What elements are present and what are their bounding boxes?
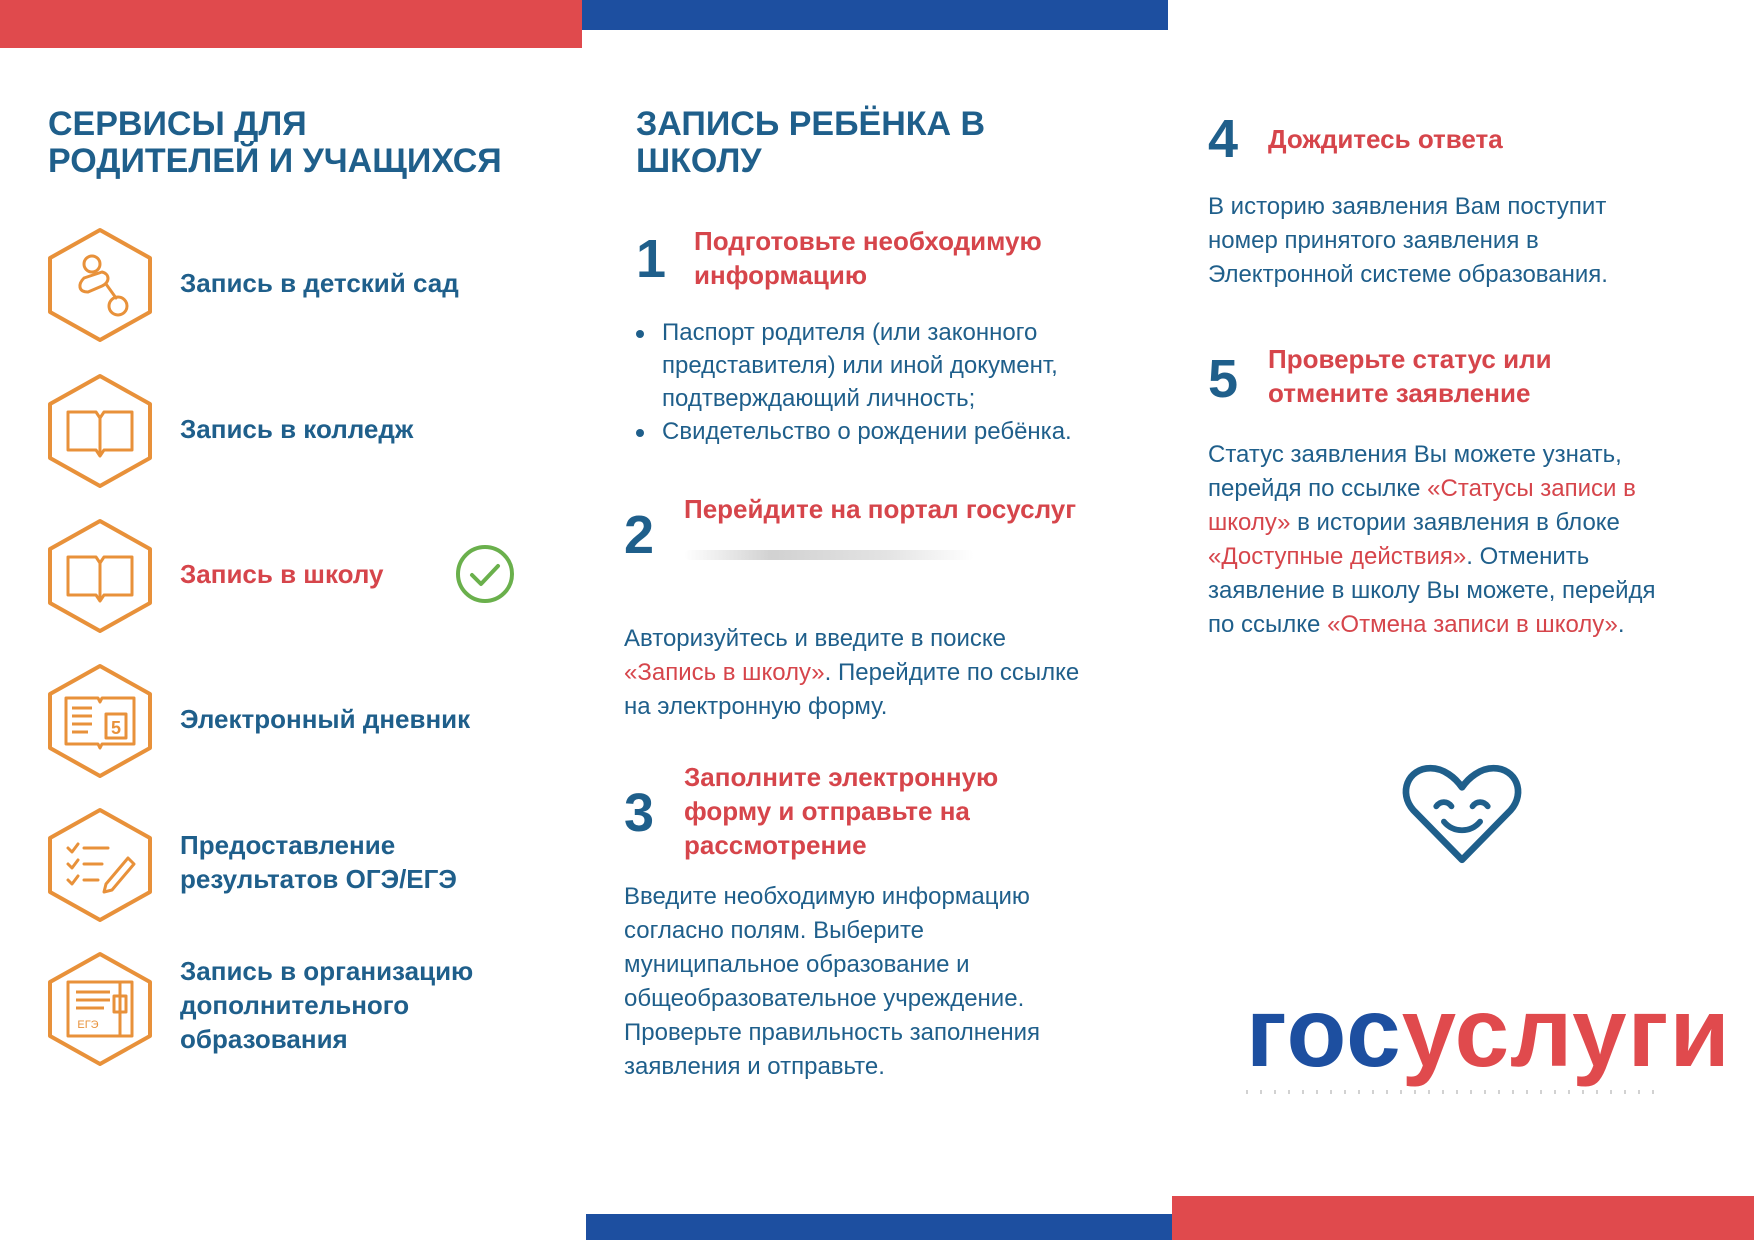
checklist-icon <box>44 806 156 924</box>
service-extra-education[interactable] <box>44 950 474 1068</box>
step-3-title: Заполните электронную форму и отправьте на рассмотрение <box>684 762 999 860</box>
service-label-school: Запись в школу <box>180 559 384 589</box>
svg-text:5: 5 <box>110 718 122 738</box>
bottom-blue-stripe <box>586 1214 1172 1240</box>
service-label-kindergarten: Запись в детский сад <box>180 268 459 298</box>
available-actions-link[interactable]: «Доступные действия» <box>1208 543 1467 570</box>
checkmark-circle-icon <box>454 543 516 605</box>
step-4-number: 4 <box>1208 109 1239 169</box>
blurred-link <box>684 550 974 560</box>
search-query-link[interactable]: «Запись в школу» <box>624 659 825 686</box>
enroll-title: ЗАПИСЬ РЕБЁНКА В ШКОЛУ <box>636 105 986 180</box>
services-title: СЕРВИСЫ ДЛЯ РОДИТЕЛЕЙ И УЧАЩИХСЯ <box>48 105 502 180</box>
book-icon <box>44 517 156 635</box>
smiling-heart-icon <box>1400 760 1524 868</box>
step-5-text: Статус заявления Вы можете узнать, перейдя по ссылке «Статусы записи в школу» в истории заявления в блоке «Доступные действия». Отменить заявление в школу Вы можете, перейдя по ссылке «Отмена записи в школу». <box>1208 441 1656 638</box>
service-exam-results[interactable] <box>44 806 457 924</box>
step-2-text: Авторизуйтесь и введите в поиске «Запись в школу». Перейдите по ссылке на электронную форму. <box>624 625 1080 720</box>
svg-text:ЕГЭ: ЕГЭ <box>77 1019 99 1031</box>
pacifier-icon <box>44 226 156 344</box>
service-label-college: Запись в колледж <box>180 414 414 444</box>
book-icon <box>44 372 156 490</box>
list-item: Свидетельство о рождении ребёнка. <box>632 415 1072 448</box>
bottom-red-stripe <box>1172 1196 1754 1240</box>
service-school[interactable] <box>44 517 384 635</box>
service-label-exam-results: Предоставление результатов ОГЭ/ЕГЭ <box>180 830 457 894</box>
step-4-title: Дождитесь ответа <box>1268 124 1503 154</box>
service-label-e-diary: Электронный дневник <box>180 704 471 734</box>
status-link[interactable]: «Статусы записи в <box>1427 475 1636 502</box>
service-college[interactable] <box>44 372 414 490</box>
step-5-title: Проверьте статус или отмените заявление <box>1268 344 1552 408</box>
gosuslugi-logo: госуслуги <box>1246 977 1731 1087</box>
step-1-bullets <box>632 316 1072 448</box>
service-e-diary[interactable] <box>44 662 471 780</box>
list-item: Паспорт родителя (или законного представителя) или иной документ, подтверждающий личность; <box>632 316 1072 415</box>
step-4-text: В историю заявления Вам поступит номер принятого заявления в Электронной системе образования. <box>1208 193 1608 288</box>
step-3-text: Введите необходимую информацию согласно полям. Выберите муниципальное образование и общеобразовательное учреждение. Проверьте правильность заполнения заявления и отправьте. <box>624 883 1041 1080</box>
service-kindergarten[interactable] <box>44 226 459 344</box>
step-3-number: 3 <box>624 783 655 843</box>
step-1-title: Подготовьте необходимую информацию <box>694 226 1042 290</box>
top-red-stripe <box>0 0 582 48</box>
step-1-number: 1 <box>636 229 667 289</box>
step-2-number: 2 <box>624 505 655 565</box>
service-label-extra-education: Запись в организацию дополнительного образования <box>180 956 474 1054</box>
status-link-end[interactable]: школу» <box>1208 509 1291 536</box>
diary-icon <box>44 662 156 780</box>
step-2-title: Перейдите на портал госуслуг <box>684 494 1077 524</box>
cancel-enrollment-link[interactable]: «Отмена записи в школу» <box>1327 611 1618 638</box>
top-blue-stripe <box>582 0 1168 30</box>
step-5-number: 5 <box>1208 349 1239 409</box>
certificate-icon <box>44 950 156 1068</box>
logo-underline <box>1246 1090 1666 1094</box>
